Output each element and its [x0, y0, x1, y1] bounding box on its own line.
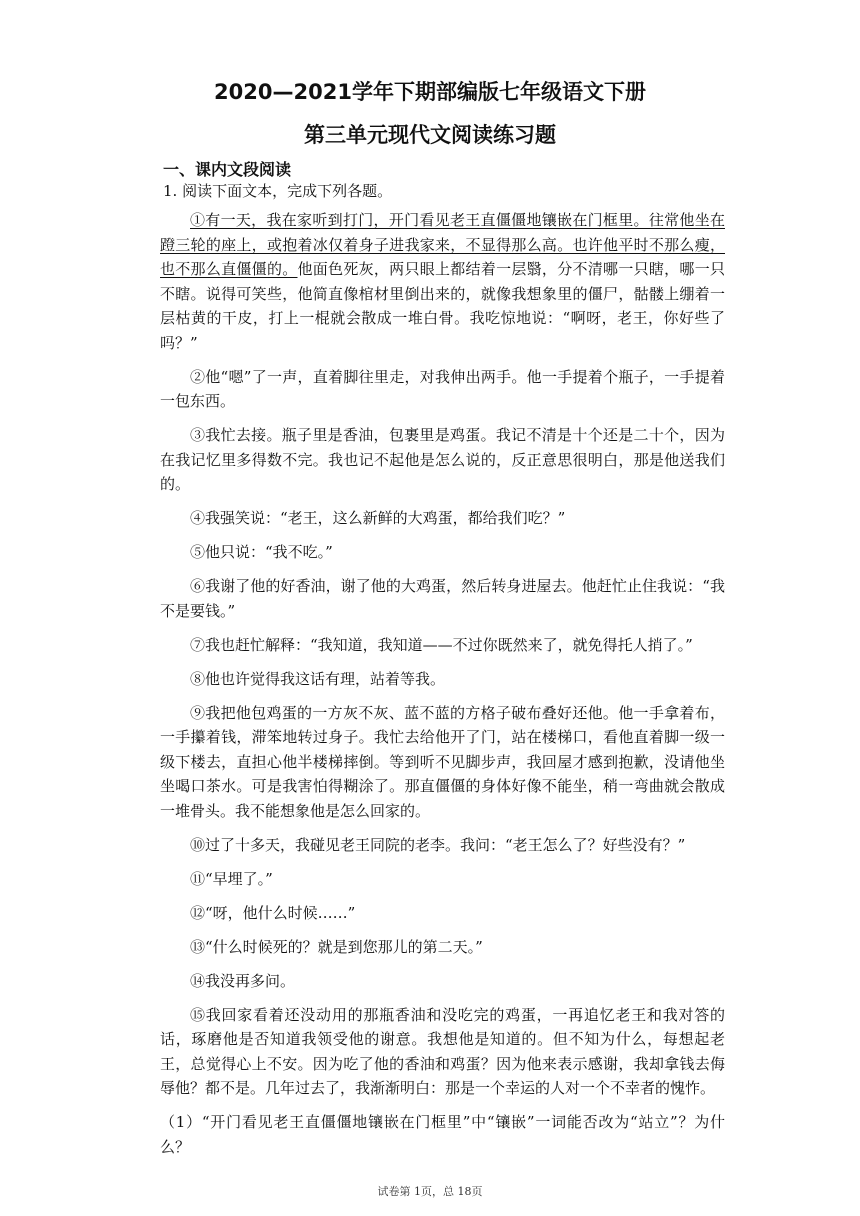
paragraph-1-rest: 他面色死灰，两只眼上都结着一层翳，分不清哪一只瞎，哪一只不瞎。说得可笑些，他简直像棺材里倒出来的，就像我想象里的僵尸，骷髅上绷着一层枯黄的干皮，打上一棍就会散成一堆白骨。我吃惊地说：“啊呀，老王，你好些了吗？” — [160, 260, 725, 352]
section-heading: 一、课内文段阅读 — [163, 160, 292, 179]
paragraph-11: ⑪“早埋了。” — [190, 869, 273, 888]
paragraph-8: ⑧他也许觉得我这话有理，站着等我。 — [190, 669, 446, 688]
paragraph-14: ⑭我没再多问。 — [190, 971, 296, 990]
paragraph-12: ⑫“呀，他什么时候……” — [190, 903, 356, 922]
paragraph-2: ②他“嗯”了一声，直着脚往里走，对我伸出两手。他一手提着个瓶子，一手提着一包东西。 — [160, 367, 725, 410]
page-footer: 试卷第 1页，总 18页 — [377, 1185, 483, 1198]
question-intro: 1. 阅读下面文本，完成下列各题。 — [163, 182, 393, 200]
reading-passage — [160, 208, 725, 1159]
underlined-sentence: ①有一天，我在家听到打门，开门看见老王直僵僵地镶嵌在门框里。往常他坐在蹬三轮的座上，或抱着冰仅着身子进我家来，不显得那么高。也许他平时不那么瘦，也不那么直僵僵的。 — [160, 211, 725, 278]
page-subtitle: 第三单元现代文阅读练习题 — [304, 123, 556, 147]
paragraph-15: ⑮我回家看着还没动用的那瓶香油和没吃完的鸡蛋，一再追忆老王和我对答的话，琢磨他是否知道我领受他的谢意。我想他是知道的。但不知为什么，每想起老王，总觉得心上不安。因为吃了他的香油和鸡蛋？因为他来表示感谢，我却拿钱去侮辱他？都不是。几年过去了，我渐渐明白：那是一个幸运的人对一个不幸者的愧怍。 — [160, 1005, 725, 1097]
paragraph-4: ④我强笑说：“老王，这么新鲜的大鸡蛋，都给我们吃？” — [190, 509, 566, 527]
paragraph-9: ⑨我把他包鸡蛋的一方灰不灰、蓝不蓝的方格子破布叠好还他。他一手拿着布，一手攥着钱，滞笨地转过身子。我忙去给他开了门，站在楼梯口，看他直着脚一级一级下楼去，直担心他半楼梯摔倒。等到听不见脚步声，我回屋才感到抱歉，没请他坐坐喝口茶水。可是我害怕得糊涂了。那直僵僵的身体好像不能坐，稍一弯曲就会散成一堆骨头。我不能想象他是怎么回家的。 — [160, 703, 725, 820]
paragraph-6: ⑥我谢了他的好香油，谢了他的大鸡蛋，然后转身进屋去。他赶忙止住我说：“我不是要钱。” — [160, 577, 725, 620]
paragraph-5: ⑤他只说：“我不吃。” — [190, 543, 333, 561]
paragraph-10: ⑩过了十多天，我碰见老王同院的老李。我问：“老王怎么了？好些没有？” — [190, 835, 686, 854]
question-1: （1）“开门看见老王直僵僵地镶嵌在门框里”中“镶嵌”一词能否改为“站立”？为什么？ — [160, 1113, 725, 1156]
paragraph-1 — [160, 208, 725, 355]
paragraph-7: ⑦我也赶忙解释：“我知道，我知道——不过你既然来了，就免得托人捎了。” — [190, 635, 693, 654]
page-title: 2020—2021学年下期部编版七年级语文下册 — [214, 80, 646, 104]
paragraph-3: ③我忙去接。瓶子里是香油，包裹里是鸡蛋。我记不清是十个还是二十个，因为在我记忆里多得数不完。我也记不起他是怎么说的，反正意思很明白，那是他送我们的。 — [160, 426, 725, 493]
paragraph-13: ⑬“什么时候死的？就是到您那儿的第二天。” — [190, 937, 483, 956]
